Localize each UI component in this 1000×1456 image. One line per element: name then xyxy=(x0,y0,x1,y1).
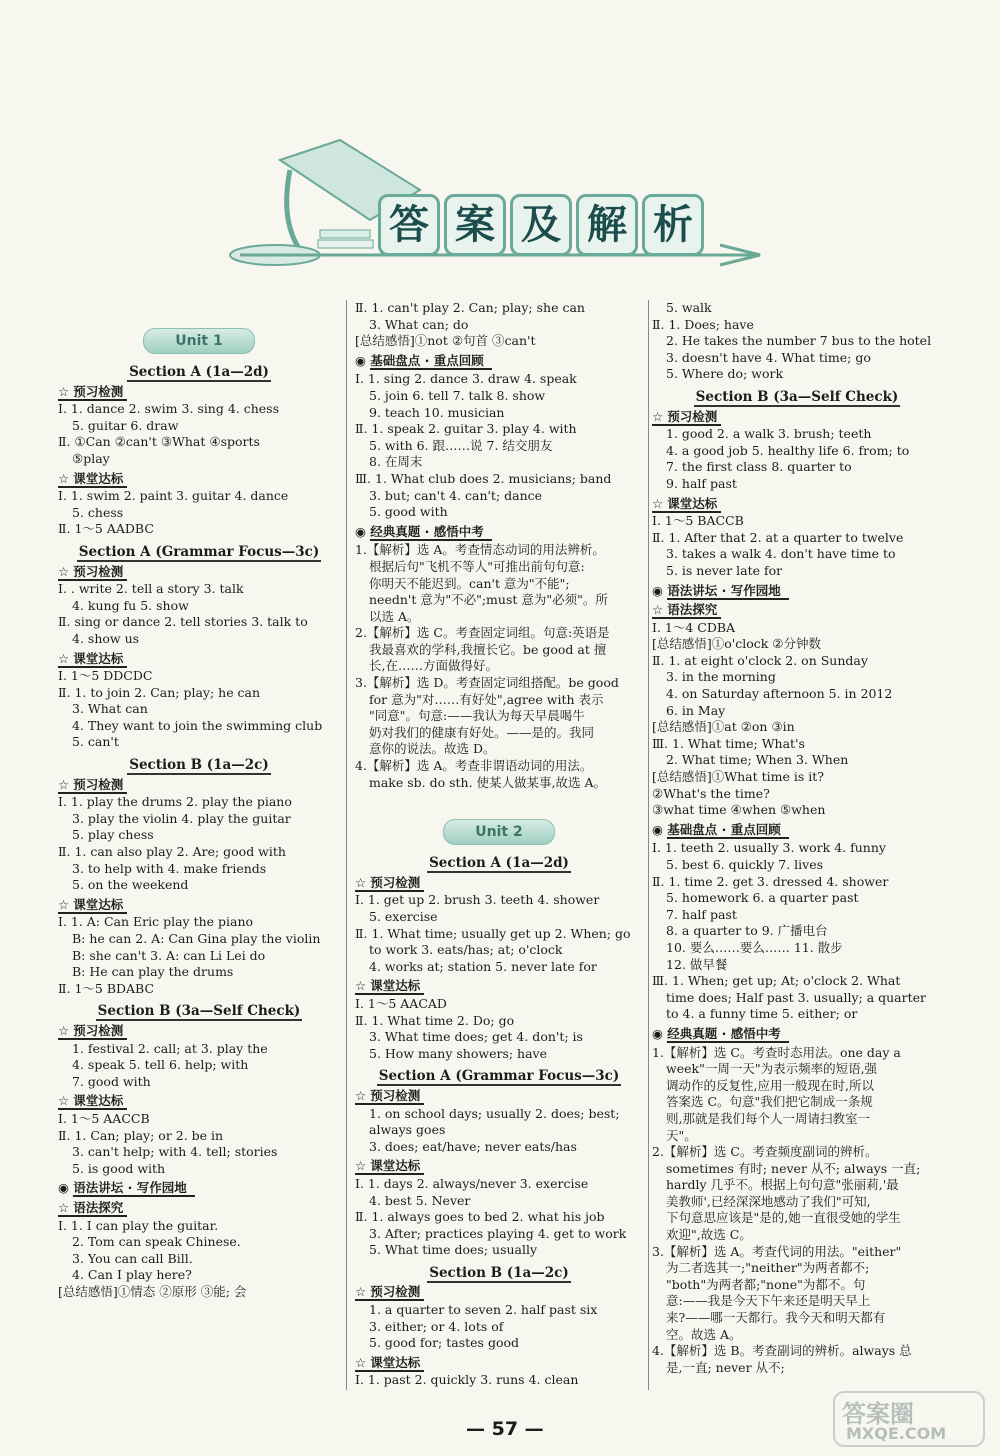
subsection-heading-text: 预习检测 xyxy=(73,1023,127,1040)
category-banner-text: 基础盘点 · 重点回顾 xyxy=(667,822,788,839)
answer-line: 4. kung fu 5. show xyxy=(72,597,189,613)
star-icon: ☆ xyxy=(58,897,73,914)
subsection-heading-text: 课堂达标 xyxy=(73,651,127,668)
title-char: 及 xyxy=(510,194,572,256)
answer-line: 5. How many showers; have xyxy=(369,1045,548,1061)
answer-line: 3. What can xyxy=(72,701,148,717)
category-banner-text: 经典真题 · 感悟中考 xyxy=(667,1026,788,1043)
star-icon: ☆ xyxy=(355,1355,370,1372)
subsection-heading xyxy=(355,1158,643,1175)
star-icon: ☆ xyxy=(355,1158,370,1175)
answer-line: sometimes 有时; never 从不; always 一直; xyxy=(666,1160,921,1176)
answer-line: 2. Tom can speak Chinese. xyxy=(72,1234,241,1250)
answer-line: 3. can't help; with 4. tell; stories xyxy=(72,1144,278,1160)
page-number: — 57 — xyxy=(466,1418,544,1440)
answer-line: Ⅱ. 1. Does; have xyxy=(652,316,754,332)
answer-line: 3. What can; do xyxy=(369,316,469,332)
answer-line: always goes xyxy=(369,1122,446,1138)
answer-line: 2.【解析】选 C。考查固定词组。句意:英语是 xyxy=(355,625,610,641)
badge-icon: ◉ xyxy=(355,523,371,539)
answer-line: 为二者选其一;"neither"为两者都不; xyxy=(666,1260,870,1276)
answer-line: 5. is never late for xyxy=(666,562,783,578)
star-icon: ☆ xyxy=(355,1088,370,1105)
answer-line: ⑤play xyxy=(72,450,110,466)
subsection-heading xyxy=(652,409,942,426)
subsection-heading-text: 语法探究 xyxy=(667,602,721,619)
star-icon: ☆ xyxy=(355,978,370,995)
unit-heading: Unit 2 xyxy=(443,819,555,845)
answer-line: Ⅱ. 1. at eight o'clock 2. on Sunday xyxy=(652,652,868,668)
answer-line: 3. in the morning xyxy=(666,669,776,685)
answer-line: Ⅰ. 1～5 BACCB xyxy=(652,513,744,529)
answer-line: Ⅰ. . write 2. tell a story 3. talk xyxy=(58,581,244,597)
category-banner xyxy=(652,1026,942,1043)
subsection-heading xyxy=(355,1284,643,1301)
subsection-heading-text: 课堂达标 xyxy=(73,897,127,914)
star-icon: ☆ xyxy=(355,1284,370,1301)
subsection-heading-text: 预习检测 xyxy=(73,384,127,401)
star-icon: ☆ xyxy=(58,1093,73,1110)
subsection-heading xyxy=(58,1093,340,1110)
answer-line: Ⅰ. 1. A: Can Eric play the piano xyxy=(58,914,254,930)
answer-line: Ⅱ. 1. time 2. get 3. dressed 4. shower xyxy=(652,873,889,889)
answer-column-3 xyxy=(652,300,942,1376)
subsection-heading-text: 课堂达标 xyxy=(370,978,424,995)
answer-line: Ⅰ. 1. get up 2. brush 3. teeth 4. shower xyxy=(355,892,600,908)
answer-line: 1. a quarter to seven 2. half past six xyxy=(369,1302,598,1318)
answer-line: Ⅱ. 1. can't play 2. Can; play; she can xyxy=(355,300,585,315)
subsection-heading-text: 预习检测 xyxy=(667,409,721,426)
answer-line: 空。故选 A。 xyxy=(666,1326,742,1342)
subsection-heading xyxy=(355,978,643,995)
category-banner-text: 基础盘点 · 重点回顾 xyxy=(370,353,491,370)
section-heading-text: Section A (Grammar Focus—3c) xyxy=(78,543,320,560)
answer-line: 是,一直; never 从不; xyxy=(666,1359,785,1375)
answer-line: 调动作的反复性,应用一般现在时,所以 xyxy=(666,1077,874,1093)
answer-line: week"一周一天"为表示频率的短语,强 xyxy=(666,1061,878,1077)
subsection-heading-text: 语法探究 xyxy=(73,1200,127,1217)
section-heading xyxy=(355,855,643,872)
answer-line: Ⅰ. 1～5 DDCDC xyxy=(58,668,153,684)
section-heading-text: Section B (3a—Self Check) xyxy=(695,388,899,405)
answer-line: Ⅲ. 1. What club does 2. musicians; band xyxy=(355,470,612,486)
answer-line: 3.【解析】选 A。考查代词的用法。"either" xyxy=(652,1243,902,1259)
subsection-heading-text: 预习检测 xyxy=(370,1088,424,1105)
column-divider xyxy=(648,300,649,1390)
answer-line: 4. Can I play here? xyxy=(72,1267,192,1283)
badge-icon: ◉ xyxy=(652,582,668,598)
answer-line: Ⅱ. 1. speak 2. guitar 3. play 4. with xyxy=(355,421,577,437)
section-heading xyxy=(58,544,340,561)
answer-line: 你明天不能迟到。can't 意为"不能"; xyxy=(369,575,570,591)
answer-line: 5. What time does; usually xyxy=(369,1242,538,1258)
answer-column-2 xyxy=(355,300,643,1389)
category-banner xyxy=(652,583,942,600)
answer-line: 长,在……方面做得好。 xyxy=(369,658,498,674)
answer-line: 答案选 C。句意"我们把它制成一条规 xyxy=(666,1094,873,1110)
answer-line: Ⅰ. 1. dance 2. swim 3. sing 4. chess xyxy=(58,401,280,417)
section-heading xyxy=(58,1003,340,1020)
badge-icon: ◉ xyxy=(355,352,371,368)
answer-line: Ⅰ. 1. days 2. always/never 3. exercise xyxy=(355,1175,589,1191)
category-banner-text: 语法讲坛 · 写作园地 xyxy=(73,1180,194,1197)
answer-line: 2. He takes the number 7 bus to the hotel xyxy=(666,333,932,349)
answer-line: B: he can 2. A: Can Gina play the violin xyxy=(72,931,321,946)
answer-line: needn't 意为"不必";must 意为"必须"。所 xyxy=(369,592,608,608)
answer-line: 5. guitar 6. draw xyxy=(72,417,179,433)
answer-line: 3. doesn't have 4. What time; go xyxy=(666,349,871,365)
answer-line: 5. is good with xyxy=(72,1160,166,1176)
answer-line: 4. They want to join the swimming club xyxy=(72,717,323,733)
answer-line: hardly 几乎不。根据上句句意"张丽莉,'最 xyxy=(666,1177,899,1193)
answer-line: ②What's the time? xyxy=(652,785,770,801)
subsection-heading-text: 课堂达标 xyxy=(667,496,721,513)
answer-line: 4. a good job 5. healthy life 6. from; to xyxy=(666,442,910,458)
subsection-heading-text: 课堂达标 xyxy=(370,1158,424,1175)
category-banner-text: 经典真题 · 感悟中考 xyxy=(370,524,491,541)
answer-line: 1. on school days; usually 2. does; best; xyxy=(369,1105,620,1121)
answer-line: 5. chess xyxy=(72,504,124,520)
badge-icon: ◉ xyxy=(652,1025,668,1041)
answer-line: 3. After; practices playing 4. get to work xyxy=(369,1225,627,1241)
star-icon: ☆ xyxy=(652,602,667,619)
subsection-heading-text: 课堂达标 xyxy=(370,1355,424,1372)
column-divider xyxy=(346,300,347,1390)
answer-line: 4. show us xyxy=(72,630,140,646)
subsection-heading-text: 预习检测 xyxy=(73,564,127,581)
answer-line: Ⅱ. 1～5 AADBC xyxy=(58,521,154,537)
badge-icon: ◉ xyxy=(58,1180,74,1196)
star-icon: ☆ xyxy=(652,409,667,426)
section-heading-text: Section A (Grammar Focus—3c) xyxy=(378,1068,620,1085)
answer-line: 2. What time; When 3. When xyxy=(666,752,849,768)
answer-line: [总结感悟]①not ②句首 ③can't xyxy=(355,333,536,349)
answer-line: 8. 在周末 xyxy=(369,454,423,470)
category-banner-text: 语法讲坛 · 写作园地 xyxy=(667,583,788,600)
answer-line: 1. festival 2. call; at 3. play the xyxy=(72,1040,268,1056)
subsection-heading xyxy=(58,897,340,914)
answer-line: 3. to help with 4. make friends xyxy=(72,860,267,876)
answer-line: 欢迎",故选 C。 xyxy=(666,1227,752,1243)
subsection-heading xyxy=(58,564,340,581)
section-heading xyxy=(355,1068,643,1085)
answer-line: Ⅰ. 1. sing 2. dance 3. draw 4. speak xyxy=(355,371,577,387)
star-icon: ☆ xyxy=(58,777,73,794)
answer-line: [总结感悟]①at ②on ③in xyxy=(652,719,795,735)
answer-line: Ⅲ. 1. When; get up; At; o'clock 2. What xyxy=(652,973,901,989)
answer-line: 5. good for; tastes good xyxy=(369,1335,519,1351)
answer-line: 10. 要么……要么…… 11. 散步 xyxy=(666,939,843,955)
answer-line: 9. teach 10. musician xyxy=(369,404,505,420)
answer-line: 3. What time does; get 4. don't; is xyxy=(369,1029,583,1045)
subsection-heading xyxy=(58,384,340,401)
category-banner xyxy=(58,1180,340,1197)
answer-line: 5. join 6. tell 7. talk 8. show xyxy=(369,387,546,403)
title-banner xyxy=(220,130,780,280)
answer-line: 天"。 xyxy=(666,1127,697,1143)
subsection-heading xyxy=(652,496,942,513)
answer-line: 5. homework 6. a quarter past xyxy=(666,890,859,906)
category-banner xyxy=(652,822,942,839)
star-icon: ☆ xyxy=(58,1200,73,1217)
section-heading xyxy=(355,1265,643,1282)
answer-line: for 意为"对……有好处",agree with 表示 xyxy=(369,691,604,707)
answer-line: time does; Half past 3. usually; a quarter xyxy=(666,989,926,1005)
subsection-heading xyxy=(58,651,340,668)
answer-line: ③what time ④when ⑤when xyxy=(652,802,826,818)
answer-line: 5. best 6. quickly 7. lives xyxy=(666,857,824,872)
star-icon: ☆ xyxy=(58,651,73,668)
subsection-heading xyxy=(355,1355,643,1372)
answer-line: Ⅰ. 1. teeth 2. usually 3. work 4. funny xyxy=(652,840,886,856)
answer-line: Ⅰ. 1. past 2. quickly 3. runs 4. clean xyxy=(355,1372,579,1388)
answer-line: 意:——我是今天下午来还是明天早上 xyxy=(666,1293,871,1309)
answer-line: 5. good with xyxy=(369,504,448,520)
answer-line: to 4. a funny time 5. either; or xyxy=(666,1006,858,1022)
watermark-logo xyxy=(832,1388,990,1450)
answer-line: Ⅰ. 1. I can play the guitar. xyxy=(58,1217,219,1233)
answer-line: 7. the first class 8. quarter to xyxy=(666,459,852,475)
answer-line: B: He can play the drums xyxy=(72,964,234,980)
star-icon: ☆ xyxy=(58,564,73,581)
answer-line: 1.【解析】选 A。考查情态动词的用法辨析。 xyxy=(355,542,605,558)
answer-line: 5. with 6. 跟……说 7. 结交朋友 xyxy=(369,437,553,453)
answer-line: 7. half past xyxy=(666,906,737,922)
answer-line: 5. can't xyxy=(72,734,119,750)
answer-line: 3. play the violin 4. play the guitar xyxy=(72,810,291,826)
answer-line: Ⅰ. 1～4 CDBA xyxy=(652,619,736,635)
title-char: 析 xyxy=(642,194,704,256)
answer-line: Ⅱ. 1. After that 2. at a quarter to twelve xyxy=(652,529,904,545)
subsection-heading-text: 预习检测 xyxy=(73,777,127,794)
answer-line: Ⅱ. 1. always goes to bed 2. what his job xyxy=(355,1209,605,1225)
title-char: 案 xyxy=(444,194,506,256)
answer-line: 来?——哪一天都行。我今天和明天都有 xyxy=(666,1310,886,1326)
answer-line: Ⅱ. 1. can also play 2. Are; good with xyxy=(58,844,286,860)
answer-line: make sb. do sth. 使某人做某事,故选 A。 xyxy=(369,774,607,790)
answer-line: Ⅰ. 1～5 AACCB xyxy=(58,1110,150,1126)
answer-line: B: she can't 3. A: can Li Lei do xyxy=(72,947,266,963)
category-banner xyxy=(355,524,643,541)
answer-line: 则,那就是我们每个人一周请扫教室一 xyxy=(666,1110,870,1126)
category-banner xyxy=(355,353,643,370)
section-heading-text: Section B (1a—2c) xyxy=(129,757,269,774)
answer-line: 4. on Saturday afternoon 5. in 2012 xyxy=(666,686,893,702)
subsection-heading xyxy=(355,1088,643,1105)
subsection-heading xyxy=(58,1200,340,1217)
subsection-heading xyxy=(58,471,340,488)
star-icon: ☆ xyxy=(355,875,370,892)
answer-line: 4. best 5. Never xyxy=(369,1192,471,1208)
star-icon: ☆ xyxy=(58,471,73,488)
answer-line: 5. walk xyxy=(666,300,712,315)
answer-line: 4.【解析】选 A。考查非谓语动词的用法。 xyxy=(355,758,593,774)
answer-line: 2.【解析】选 C。考查频度副词的辨析。 xyxy=(652,1144,878,1160)
answer-line: 3.【解析】选 D。考查固定词组搭配。be good xyxy=(355,675,619,691)
answer-line: 7. good with xyxy=(72,1073,151,1089)
subsection-heading-text: 课堂达标 xyxy=(73,1093,127,1110)
answer-line: Ⅲ. 1. What time; What's xyxy=(652,735,805,751)
page-title xyxy=(378,194,704,256)
subsection-heading-text: 预习检测 xyxy=(370,875,424,892)
answer-line: Ⅰ. 1. play the drums 2. play the piano xyxy=(58,794,292,810)
answer-line: Ⅱ. 1. What time 2. Do; go xyxy=(355,1012,515,1028)
answer-line: Ⅰ. 1～5 AACAD xyxy=(355,995,447,1011)
answer-line: [总结感悟]①o'clock ②分钟数 xyxy=(652,636,821,652)
answer-line: 3. You can call Bill. xyxy=(72,1250,193,1266)
answer-line: 5. Where do; work xyxy=(666,366,784,382)
answer-line: 5. play chess xyxy=(72,827,154,843)
answer-line: Ⅱ. sing or dance 2. tell stories 3. talk to xyxy=(58,614,308,630)
section-heading-text: Section B (1a—2c) xyxy=(429,1264,569,1281)
section-heading-text: Section A (1a—2d) xyxy=(429,855,569,872)
section-heading-text: Section A (1a—2d) xyxy=(129,364,269,380)
answer-line: 意你的说法。故选 D。 xyxy=(369,741,496,757)
section-heading xyxy=(652,389,942,406)
answer-line: Ⅱ. 1～5 BDABC xyxy=(58,980,155,996)
answer-line: Ⅰ. 1. swim 2. paint 3. guitar 4. dance xyxy=(58,488,289,504)
star-icon: ☆ xyxy=(58,1023,73,1040)
answer-line: 美教师',已经深深地感动了我们"可知, xyxy=(666,1193,871,1209)
subsection-heading xyxy=(58,777,340,794)
answer-line: "同意"。句意:——我认为每天早晨喝牛 xyxy=(369,708,585,724)
badge-icon: ◉ xyxy=(652,821,668,837)
answer-line: 5. on the weekend xyxy=(72,877,189,893)
answer-line: 12. 做早餐 xyxy=(666,956,728,972)
watermark-domain: MXQE.COM xyxy=(846,1424,947,1443)
star-icon: ☆ xyxy=(652,496,667,513)
answer-line: 9. half past xyxy=(666,475,737,491)
title-char: 解 xyxy=(576,194,638,256)
answer-line: 我最喜欢的学科,我擅长它。be good at 擅 xyxy=(369,641,607,657)
answer-line: 3. takes a walk 4. don't have time to xyxy=(666,546,896,562)
star-icon: ☆ xyxy=(58,384,73,401)
subsection-heading xyxy=(355,875,643,892)
answer-line: 奶对我们的健康有好处。——是的。我同 xyxy=(369,724,595,740)
subsection-heading-text: 课堂达标 xyxy=(73,471,127,488)
subsection-heading xyxy=(58,1023,340,1040)
answer-line: 1. good 2. a walk 3. brush; teeth xyxy=(666,426,872,442)
title-char: 答 xyxy=(378,194,440,256)
subsection-heading xyxy=(652,602,942,619)
unit-heading: Unit 1 xyxy=(143,328,255,354)
answer-line: Ⅱ. 1. Can; play; or 2. be in xyxy=(58,1127,224,1143)
answer-line: [总结感悟]①What time is it? xyxy=(652,769,824,785)
answer-line: 4.【解析】选 B。考查副词的辨析。always 总 xyxy=(652,1343,912,1359)
answer-line: Ⅱ. ①Can ②can't ③What ④sports xyxy=(58,434,260,450)
answer-line: 1.【解析】选 C。考查时态用法。one day a xyxy=(652,1044,901,1060)
answer-line: 6. in May xyxy=(666,702,726,718)
answer-line: 4. speak 5. tell 6. help; with xyxy=(72,1057,249,1073)
subsection-heading-text: 预习检测 xyxy=(370,1284,424,1301)
answer-line: 4. works at; station 5. never late for xyxy=(369,958,597,974)
watermark-text: 答案圈 xyxy=(842,1400,914,1428)
answer-line: 3. but; can't 4. can't; dance xyxy=(369,487,543,503)
section-heading xyxy=(58,757,340,774)
answer-line: 下句意思应该是"是的,她一直很受她的学生 xyxy=(666,1210,901,1226)
answer-line: Ⅱ. 1. to join 2. Can; play; he can xyxy=(58,684,261,700)
section-heading-text: Section B (3a—Self Check) xyxy=(97,1003,301,1020)
answer-line: 3. either; or 4. lots of xyxy=(369,1318,504,1334)
answer-line: 8. a quarter to 9. 广播电台 xyxy=(666,923,828,939)
answer-line: 以选 A。 xyxy=(369,608,420,624)
answer-column-1 xyxy=(58,300,340,1300)
section-heading xyxy=(58,364,340,381)
answer-line: Ⅱ. 1. What time; usually get up 2. When; go xyxy=(355,925,631,941)
answer-line: "both"为两者都;"none"为都不。句 xyxy=(666,1276,866,1292)
answer-line: 5. exercise xyxy=(369,909,438,924)
answer-line: [总结感悟]①情态 ②原形 ③能; 会 xyxy=(58,1283,247,1299)
answer-line: to work 3. eats/has; at; o'clock xyxy=(369,942,563,958)
answer-line: 根据后句"飞机不等人"可推出前句句意: xyxy=(369,558,585,574)
answer-line: 3. does; eat/have; never eats/has xyxy=(369,1138,577,1154)
